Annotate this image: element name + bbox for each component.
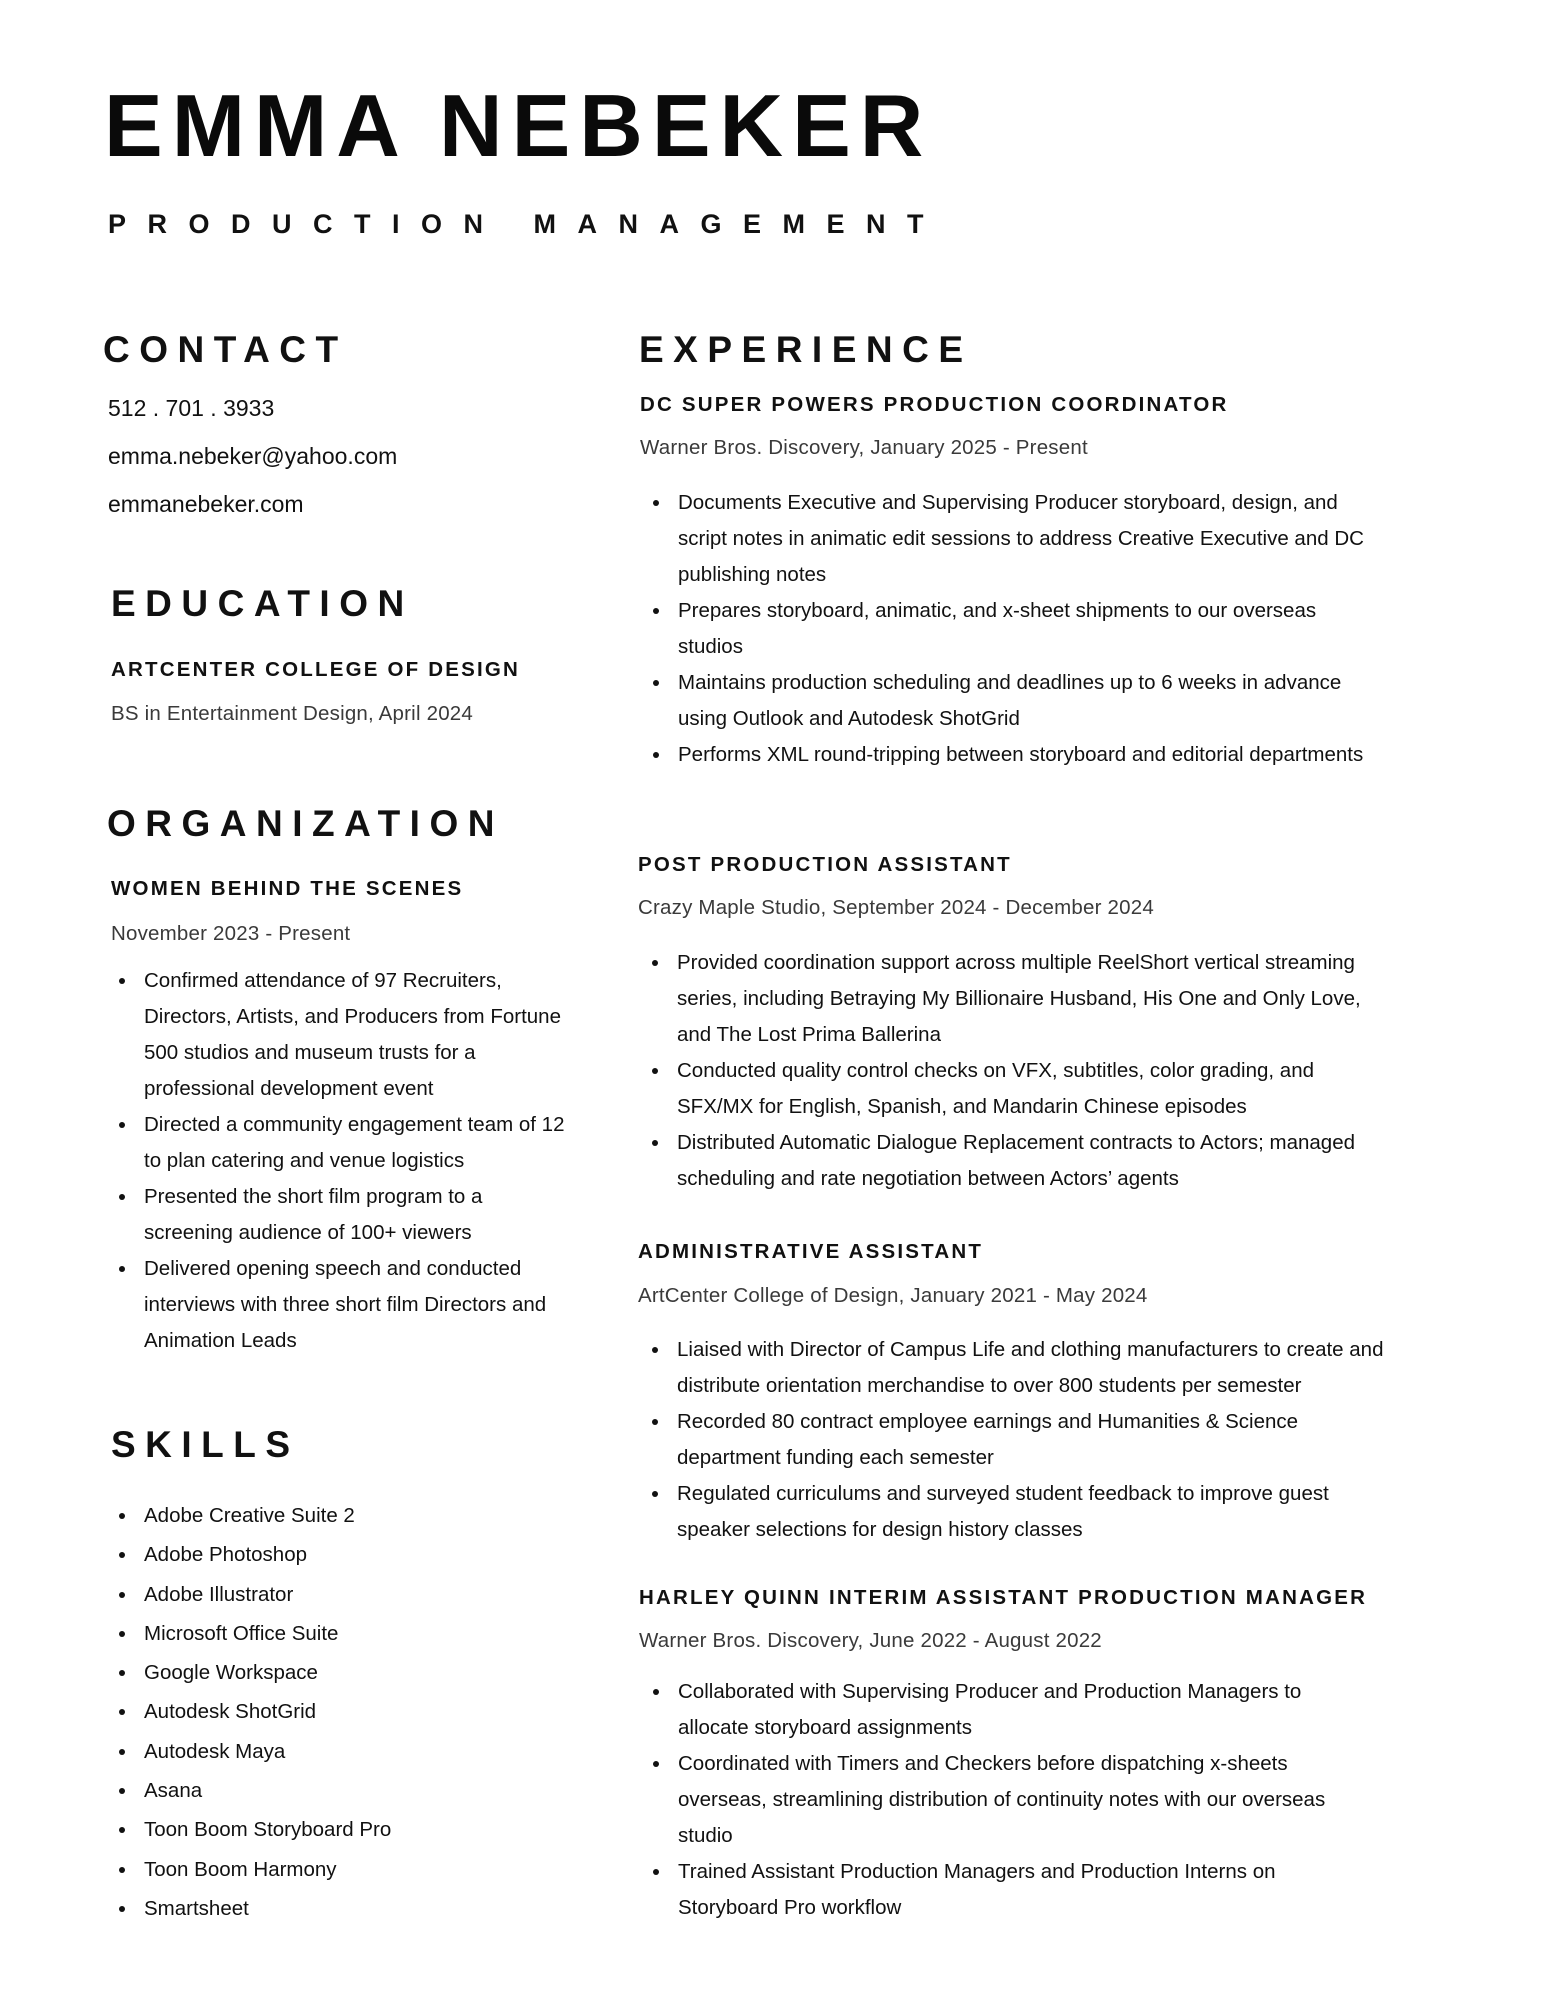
list-item: • Prepares storyboard, animatic, and x-sheet shipments to our overseas studios xyxy=(672,593,1378,665)
skill-item: • Google Workspace xyxy=(138,1653,558,1692)
skill-item: • Toon Boom Storyboard Pro xyxy=(138,1810,558,1849)
job-meta: ArtCenter College of Design, January 2021 - May 2024 xyxy=(638,1284,1148,1307)
job-bullets xyxy=(643,1332,1393,1548)
list-item: • Recorded 80 contract employee earnings and Humanities & Science department funding each semester xyxy=(671,1404,1393,1476)
skills-heading: SKILLS xyxy=(111,1424,300,1465)
list-item: • Performs XML round-tripping between storyboard and editorial departments xyxy=(672,737,1378,773)
list-item: • Maintains production scheduling and deadlines up to 6 weeks in advance using Outlook and Autodesk ShotGrid xyxy=(672,665,1378,737)
job-title: DC SUPER POWERS PRODUCTION COORDINATOR xyxy=(640,393,1229,416)
contact-email[interactable]: emma.nebeker@yahoo.com xyxy=(108,443,398,469)
job-meta: Crazy Maple Studio, September 2024 - December 2024 xyxy=(638,896,1154,919)
job-meta: Warner Bros. Discovery, January 2025 - Present xyxy=(640,436,1088,459)
list-item: • Provided coordination support across multiple ReelShort vertical streaming series, including Betraying My Billionaire Husband, His One and Only Love, and The Lost Prima Ballerina xyxy=(671,945,1393,1053)
skill-item: • Autodesk ShotGrid xyxy=(138,1692,558,1731)
contact-heading: CONTACT xyxy=(103,329,348,370)
organization-dates: November 2023 - Present xyxy=(111,922,351,945)
experience-heading: EXPERIENCE xyxy=(639,329,973,370)
job-bullets xyxy=(644,485,1378,773)
skill-item: • Adobe Photoshop xyxy=(138,1535,558,1574)
organization-bullets xyxy=(110,963,576,1359)
list-item: • Regulated curriculums and surveyed student feedback to improve guest speaker selections for design history classes xyxy=(671,1476,1393,1548)
skill-item: • Toon Boom Harmony xyxy=(138,1850,558,1889)
resume-name: EMMA NEBEKER xyxy=(104,76,933,175)
list-item: • Delivered opening speech and conducted interviews with three short film Directors and Animation Leads xyxy=(138,1251,576,1359)
resume-subtitle: PRODUCTION MANAGEMENT xyxy=(108,209,945,239)
list-item: • Directed a community engagement team of 12 to plan catering and venue logistics xyxy=(138,1107,576,1179)
contact-phone: 512 . 701 . 3933 xyxy=(108,395,275,421)
list-item: • Trained Assistant Production Managers and Production Interns on Storyboard Pro workflow xyxy=(672,1854,1362,1926)
contact-list xyxy=(108,384,397,528)
job-bullets xyxy=(643,945,1393,1197)
skills-list xyxy=(110,1496,558,1928)
skill-item: • Microsoft Office Suite xyxy=(138,1614,558,1653)
education-degree: BS in Entertainment Design, April 2024 xyxy=(111,702,473,725)
skill-item: • Smartsheet xyxy=(138,1889,558,1928)
list-item: • Presented the short film program to a screening audience of 100+ viewers xyxy=(138,1179,576,1251)
job-title: ADMINISTRATIVE ASSISTANT xyxy=(638,1240,984,1263)
skill-item: • Adobe Illustrator xyxy=(138,1575,558,1614)
job-title: HARLEY QUINN INTERIM ASSISTANT PRODUCTION MANAGER xyxy=(639,1586,1368,1609)
education-heading: EDUCATION xyxy=(111,583,414,624)
organization-name: WOMEN BEHIND THE SCENES xyxy=(111,877,464,900)
job-meta: Warner Bros. Discovery, June 2022 - August 2022 xyxy=(639,1629,1102,1652)
list-item: • Conducted quality control checks on VFX, subtitles, color grading, and SFX/MX for English, Spanish, and Mandarin Chinese episodes xyxy=(671,1053,1393,1125)
job-bullets xyxy=(644,1674,1362,1926)
education-school: ARTCENTER COLLEGE OF DESIGN xyxy=(111,658,521,681)
contact-website[interactable]: emmanebeker.com xyxy=(108,491,304,517)
list-item: • Documents Executive and Supervising Producer storyboard, design, and script notes in animatic edit sessions to address Creative Executive and DC publishing notes xyxy=(672,485,1378,593)
skill-item: • Adobe Creative Suite 2 xyxy=(138,1496,558,1535)
skill-item: • Asana xyxy=(138,1771,558,1810)
organization-heading: ORGANIZATION xyxy=(107,803,504,844)
list-item: • Collaborated with Supervising Producer and Production Managers to allocate storyboard assignments xyxy=(672,1674,1362,1746)
list-item: • Coordinated with Timers and Checkers before dispatching x-sheets overseas, streamlining distribution of continuity notes with our overseas studio xyxy=(672,1746,1362,1854)
list-item: • Confirmed attendance of 97 Recruiters, Directors, Artists, and Producers from Fortune 500 studios and museum trusts for a professional development event xyxy=(138,963,576,1107)
job-title: POST PRODUCTION ASSISTANT xyxy=(638,853,1012,876)
list-item: • Liaised with Director of Campus Life and clothing manufacturers to create and distribute orientation merchandise to over 800 students per semester xyxy=(671,1332,1393,1404)
list-item: • Distributed Automatic Dialogue Replacement contracts to Actors; managed scheduling and rate negotiation between Actors’ agents xyxy=(671,1125,1393,1197)
skill-item: • Autodesk Maya xyxy=(138,1732,558,1771)
